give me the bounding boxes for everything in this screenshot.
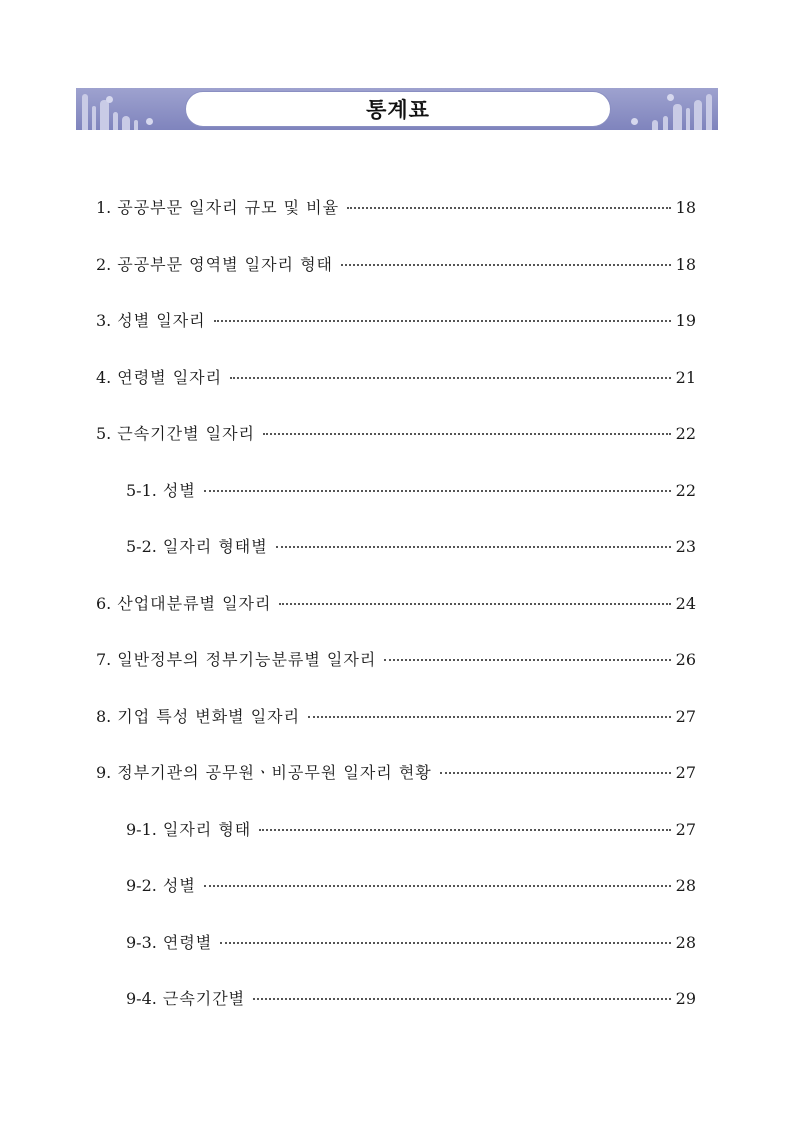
toc-entry-title: 기업 특성 변화별 일자리: [117, 706, 301, 726]
toc-entry-label: [96, 364, 222, 392]
dot-leader: [230, 377, 671, 379]
toc-entry[interactable]: [96, 985, 696, 1042]
toc-entry[interactable]: [96, 194, 696, 251]
table-of-contents: [96, 194, 696, 1042]
toc-entry-label: [126, 533, 268, 561]
toc-entry-label: [126, 985, 245, 1013]
toc-entry-page: 29: [675, 989, 696, 1008]
dot-leader: [341, 264, 671, 266]
toc-entry[interactable]: [96, 590, 696, 647]
toc-entry-label: [96, 759, 432, 787]
toc-entry-number: 4.: [96, 367, 112, 387]
toc-entry-label: [96, 307, 206, 335]
toc-entry-number: 8.: [96, 706, 112, 726]
toc-entry-page: 27: [675, 819, 696, 839]
toc-entry-number: 1.: [96, 198, 112, 217]
toc-entry-page: 22: [675, 480, 696, 500]
toc-entry[interactable]: [96, 929, 696, 986]
toc-entry-page: 28: [675, 876, 696, 895]
toc-entry-label: [126, 872, 196, 900]
toc-entry[interactable]: [96, 420, 696, 477]
toc-entry-title: 연령별 일자리: [117, 367, 223, 387]
toc-entry-title: 일반정부의 정부기능분류별 일자리: [117, 650, 377, 669]
dot-leader: [384, 659, 671, 661]
toc-entry-page: 27: [675, 706, 696, 726]
toc-entry-number: 9-3.: [126, 932, 157, 952]
toc-entry-label: [96, 251, 333, 279]
toc-entry-number: 9-1.: [126, 819, 157, 839]
toc-entry-title: 공공부문 영역별 일자리 형태: [117, 254, 333, 274]
dot-leader: [204, 490, 671, 492]
toc-entry[interactable]: [96, 251, 696, 308]
toc-entry-page: 27: [675, 763, 696, 782]
dot-leader: [276, 546, 671, 548]
toc-entry-number: 2.: [96, 254, 112, 274]
toc-entry[interactable]: [96, 872, 696, 929]
toc-entry-label: [96, 590, 271, 618]
toc-entry-title: 성별: [162, 876, 196, 895]
dot-leader: [279, 603, 671, 605]
toc-entry-title: 산업대분류별 일자리: [117, 593, 272, 613]
toc-entry-title: 연령별: [162, 932, 213, 952]
toc-entry-page: 21: [675, 367, 696, 387]
toc-entry-number: 9.: [96, 763, 112, 782]
toc-entry-title: 정부기관의 공무원ㆍ비공무원 일자리 현황: [117, 763, 432, 782]
toc-entry-number: 3.: [96, 311, 112, 330]
toc-entry-page: 23: [675, 537, 696, 556]
toc-entry-label: [96, 703, 300, 731]
toc-entry-title: 근속기간별 일자리: [117, 424, 255, 443]
toc-entry-title: 성별 일자리: [117, 311, 206, 330]
toc-entry[interactable]: [96, 364, 696, 421]
toc-entry-label: [96, 420, 255, 448]
dot-leader: [347, 207, 671, 209]
dot-leader: [440, 772, 671, 774]
dot-leader: [253, 998, 671, 1000]
toc-entry[interactable]: [96, 477, 696, 534]
toc-entry-page: 18: [675, 254, 696, 274]
dot-leader: [308, 716, 671, 718]
toc-entry-number: 9-4.: [126, 989, 157, 1008]
toc-entry-title: 성별: [162, 480, 196, 500]
toc-entry[interactable]: [96, 307, 696, 364]
toc-entry-page: 26: [675, 650, 696, 669]
header-banner: [76, 88, 718, 130]
toc-entry-number: 9-2.: [126, 876, 157, 895]
decorative-bars-left-icon: [76, 88, 176, 130]
toc-entry[interactable]: [96, 533, 696, 590]
dot-leader: [204, 885, 671, 887]
toc-entry-number: 7.: [96, 650, 112, 669]
decorative-bars-right-icon: [618, 88, 718, 130]
toc-entry[interactable]: [96, 759, 696, 816]
toc-entry[interactable]: [96, 703, 696, 760]
dot-leader: [263, 433, 671, 435]
toc-entry-page: 18: [675, 198, 696, 217]
toc-entry-number: 6.: [96, 593, 112, 613]
toc-entry-label: [126, 929, 212, 957]
toc-entry-number: 5-2.: [126, 537, 157, 556]
toc-entry-page: 19: [675, 311, 696, 330]
toc-entry-title: 일자리 형태: [162, 819, 252, 839]
title-pill: [185, 91, 611, 127]
toc-entry-page: 28: [675, 932, 696, 952]
toc-entry-label: [96, 194, 339, 222]
toc-entry-number: 5-1.: [126, 480, 157, 500]
toc-entry-page: 24: [675, 593, 696, 613]
toc-entry-title: 공공부문 일자리 규모 및 비율: [117, 198, 340, 217]
toc-entry-label: [126, 477, 196, 505]
toc-entry-number: 5.: [96, 424, 112, 443]
page-title: 통계표: [366, 98, 430, 122]
toc-entry[interactable]: [96, 816, 696, 873]
toc-entry-title: 근속기간별: [162, 989, 246, 1008]
toc-entry-label: [96, 646, 376, 674]
toc-entry-title: 일자리 형태별: [162, 537, 268, 556]
toc-entry-label: [126, 816, 251, 844]
dot-leader: [214, 320, 671, 322]
toc-entry-page: 22: [675, 424, 696, 443]
toc-entry[interactable]: [96, 646, 696, 703]
dot-leader: [220, 942, 671, 944]
dot-leader: [259, 829, 671, 831]
